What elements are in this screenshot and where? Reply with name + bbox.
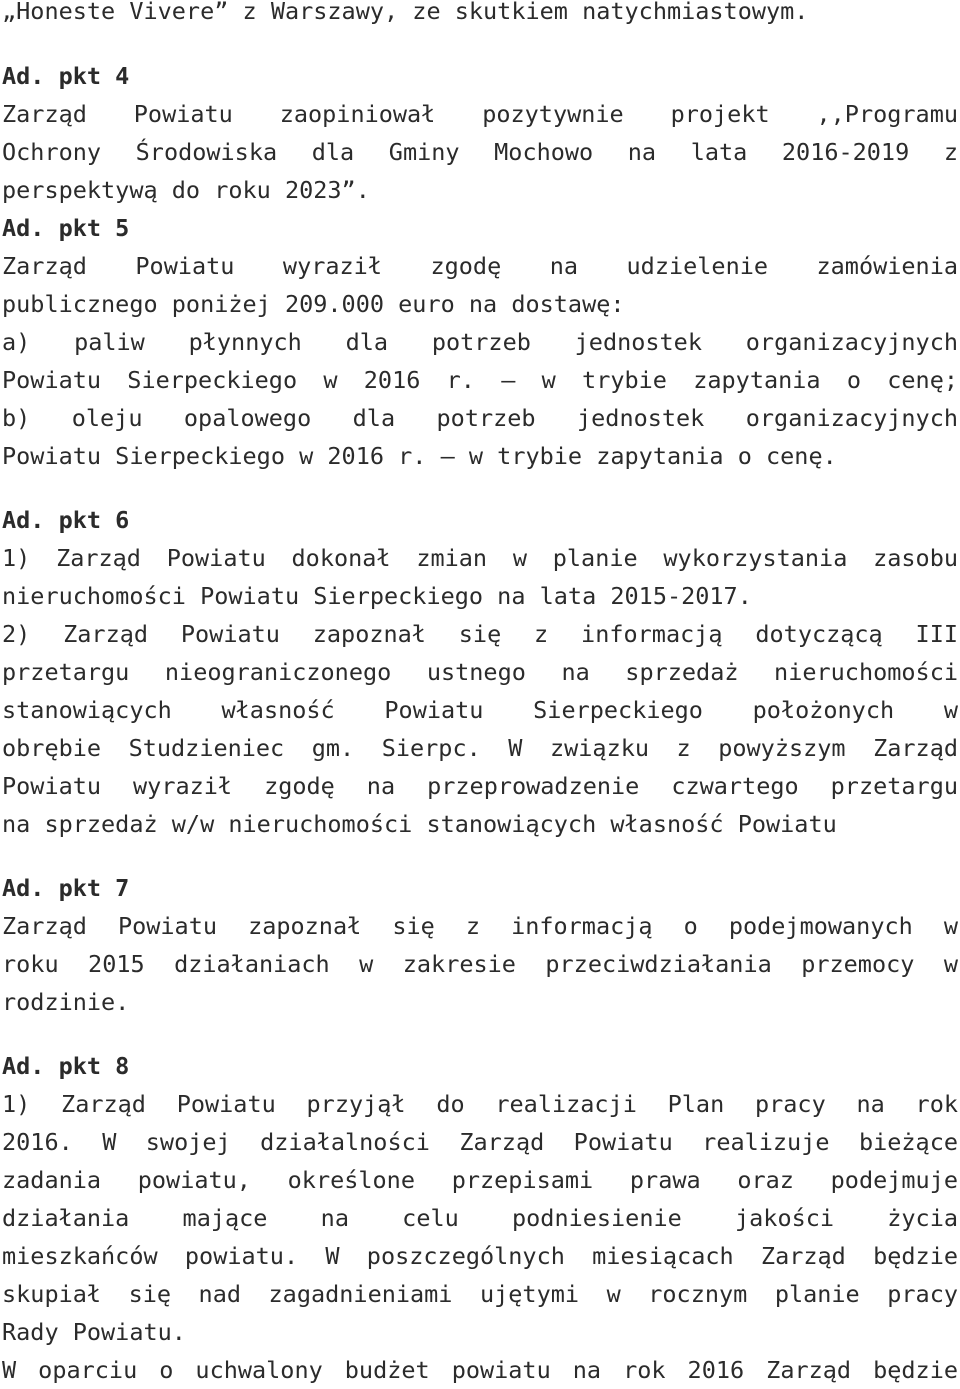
pkt8-line-7: Rady Powiatu. (2, 1318, 186, 1346)
pkt5-line-1: Zarząd Powiatu wyraził zgodę na udzielenie zamówienia (2, 252, 958, 280)
pkt5-line-5: b) oleju opalowego dla potrzeb jednostek organizacyjnych (2, 404, 958, 432)
pkt8-line-1: 1) Zarząd Powiatu przyjął do realizacji Plan pracy na rok (2, 1090, 958, 1118)
pkt6-line-5: stanowiących własność Powiatu Sierpeckiego położonych w (2, 696, 958, 724)
pkt6-line-1: 1) Zarząd Powiatu dokonał zmian w planie wykorzystania zasobu (2, 544, 958, 572)
pkt6-line-2: nieruchomości Powiatu Sierpeckiego na lata 2015-2017. (2, 582, 752, 610)
pkt6-line-3: 2) Zarząd Powiatu zapoznał się z informacją dotyczącą III (2, 620, 958, 648)
pkt8-line-2: 2016. W swojej działalności Zarząd Powiatu realizuje bieżące (2, 1128, 958, 1156)
section-heading-pkt7: Ad. pkt 7 (2, 874, 130, 902)
pkt6-line-8: na sprzedaż w/w nieruchomości stanowiących własność Powiatu (2, 810, 837, 838)
pkt8-line-5: mieszkańców powiatu. W poszczególnych miesiącach Zarząd będzie (2, 1242, 958, 1270)
document-page (2, 0, 958, 1389)
pkt4-line-2: Ochrony Środowiska dla Gminy Mochowo na lata 2016-2019 z (2, 138, 958, 166)
section-heading-pkt6: Ad. pkt 6 (2, 506, 130, 534)
pkt7-line-3: rodzinie. (2, 988, 130, 1016)
pkt5-line-3: a) paliw płynnych dla potrzeb jednostek organizacyjnych (2, 328, 958, 356)
section-heading-pkt5: Ad. pkt 5 (2, 214, 130, 242)
section-heading-pkt8: Ad. pkt 8 (2, 1052, 130, 1080)
pkt8-line-4: działania mające na celu podniesienie jakości życia (2, 1204, 958, 1232)
pkt8-line-3: zadania powiatu, określone przepisami prawa oraz podejmuje (2, 1166, 958, 1194)
pkt8-line-8: W oparciu o uchwalony budżet powiatu na rok 2016 Zarząd będzie (2, 1356, 958, 1384)
pkt5-line-2: publicznego poniżej 209.000 euro na dostawę: (2, 290, 625, 318)
pkt4-line-1: Zarząd Powiatu zaopiniował pozytywnie projekt ,,Programu (2, 100, 958, 128)
pkt4-line-3: perspektywą do roku 2023”. (2, 176, 370, 204)
pkt6-line-7: Powiatu wyraził zgodę na przeprowadzenie czwartego przetargu (2, 772, 958, 800)
pkt7-line-2: roku 2015 działaniach w zakresie przeciwdziałania przemocy w (2, 950, 958, 978)
pkt6-line-6: obrębie Studzieniec gm. Sierpc. W związku z powyższym Zarząd (2, 734, 958, 762)
pkt7-line-1: Zarząd Powiatu zapoznał się z informacją o podejmowanych w (2, 912, 958, 940)
pkt6-line-4: przetargu nieograniczonego ustnego na sprzedaż nieruchomości (2, 658, 958, 686)
pkt8-line-6: skupiał się nad zagadnieniami ujętymi w rocznym planie pracy (2, 1280, 958, 1308)
section-heading-pkt4: Ad. pkt 4 (2, 62, 130, 90)
pkt5-line-6: Powiatu Sierpeckiego w 2016 r. – w trybie zapytania o cenę. (2, 442, 837, 470)
intro-line-1: „Honeste Vivere” z Warszawy, ze skutkiem natychmiastowym. (2, 0, 809, 25)
pkt5-line-4: Powiatu Sierpeckiego w 2016 r. – w trybie zapytania o cenę; (2, 366, 958, 394)
